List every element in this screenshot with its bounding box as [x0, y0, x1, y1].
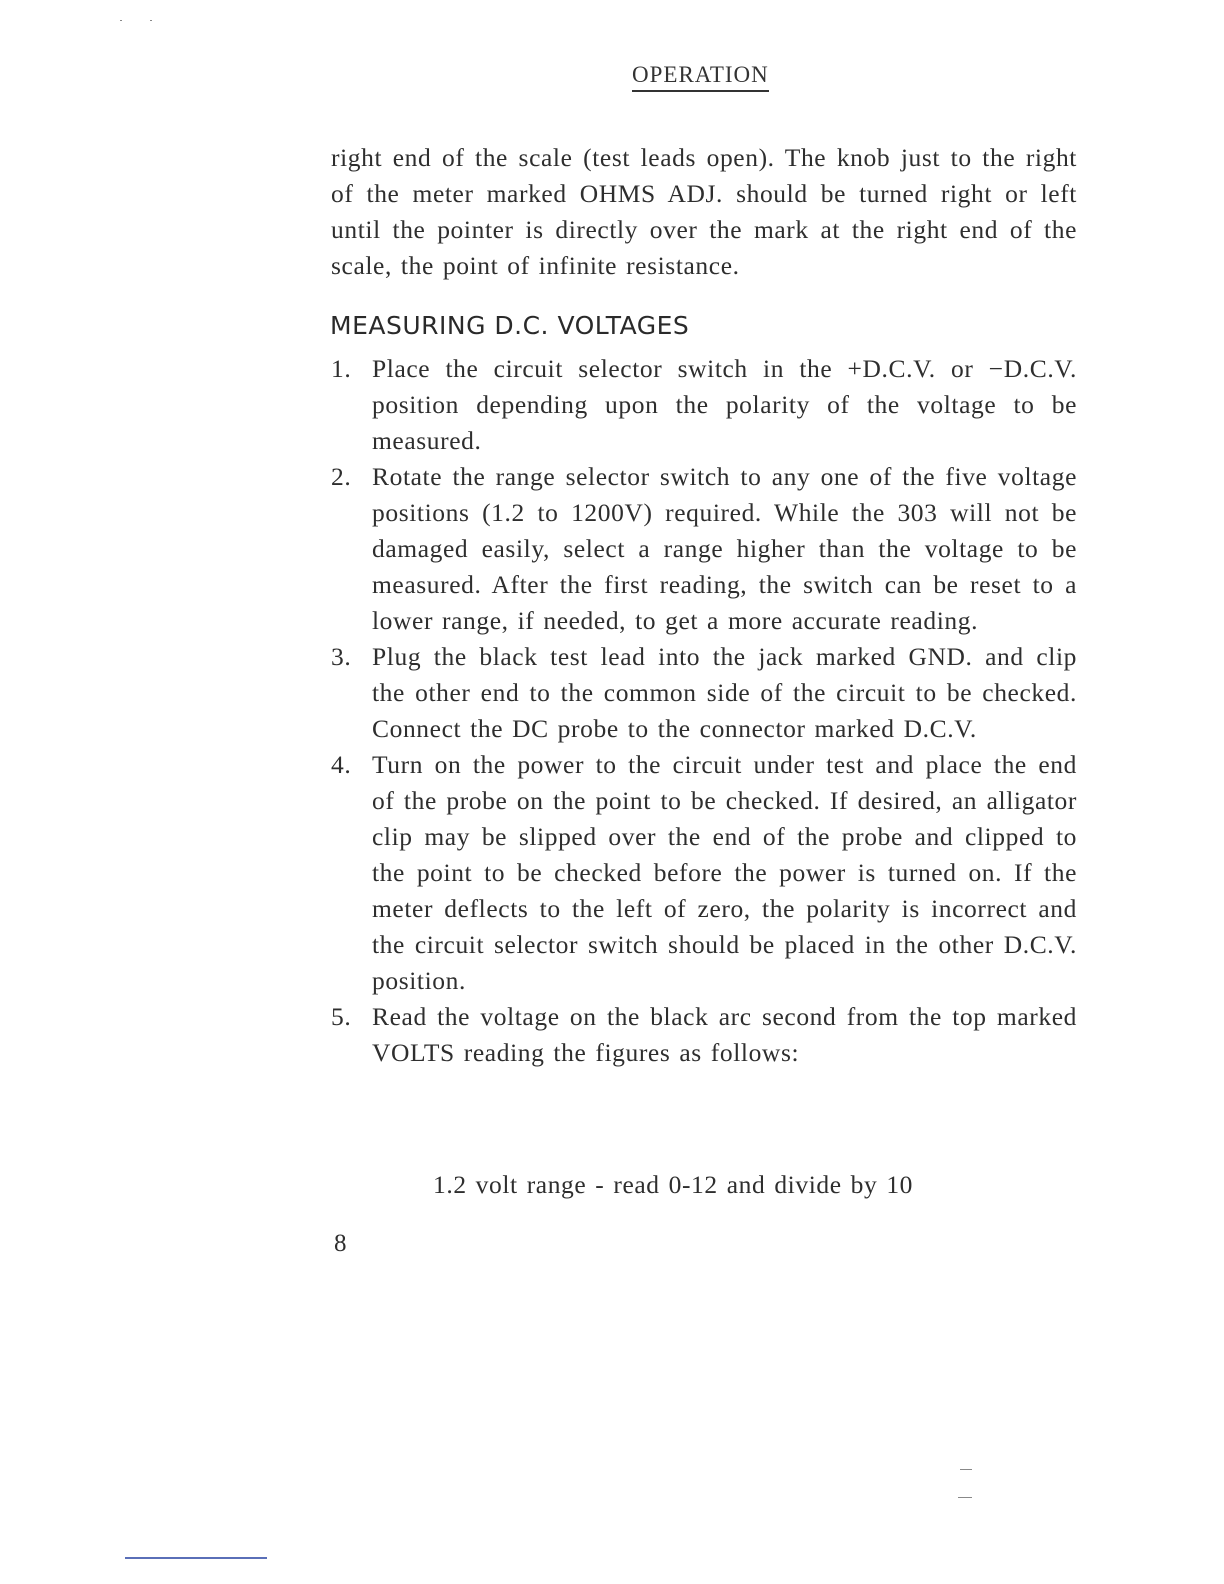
scan-speck	[958, 1497, 972, 1498]
step-text: Turn on the power to the circuit under test and place the end of the probe on the point to be checked. If desired, an alligator clip may be slipped over the end of the probe and clipped to the point to be checked before the power is turned on. If the meter deflects to the left of zero, the polarity is incorrect and the circuit selector switch should be placed in the other D.C.V. position.	[372, 750, 1077, 995]
scan-rule	[125, 1557, 267, 1559]
step-number: 3.	[331, 642, 352, 671]
step-item	[331, 351, 1077, 459]
step-number: 4.	[331, 750, 352, 779]
scan-speck	[150, 20, 152, 21]
page-header-title: OPERATION	[632, 62, 769, 92]
step-item	[331, 639, 1077, 747]
scan-speck	[960, 1469, 972, 1470]
steps-list	[331, 351, 1077, 1071]
step-item	[331, 999, 1077, 1071]
step-number: 5.	[331, 1002, 352, 1031]
step-text: Place the circuit selector switch in the +D.C.V. or −D.C.V. position depending upon the polarity of the voltage to be measured.	[372, 354, 1077, 455]
section-heading: MEASURING D.C. VOLTAGES	[330, 311, 690, 340]
intro-paragraph: right end of the scale (test leads open). The knob just to the right of the meter marked OHMS ADJ. should be turned right or left until the pointer is directly over the mark at the right end of the scale, the point of infinite resistance.	[331, 143, 1077, 280]
scan-speck	[120, 20, 122, 21]
step-number: 2.	[331, 462, 352, 491]
step-item	[331, 747, 1077, 999]
step-text: Rotate the range selector switch to any one of the five voltage positions (1.2 to 1200V) required. While the 303 will not be damaged easily, select a range higher than the voltage to be measured. After the first reading, the switch can be reset to a lower range, if needed, to get a more accurate reading.	[372, 462, 1077, 635]
page-number: 8	[334, 1230, 347, 1257]
step-number: 1.	[331, 354, 352, 383]
range-note: 1.2 volt range - read 0-12 and divide by 10	[433, 1170, 914, 1199]
step-item	[331, 459, 1077, 639]
step-text: Read the voltage on the black arc second from the top marked VOLTS reading the figures as follows:	[372, 1002, 1077, 1067]
step-text: Plug the black test lead into the jack marked GND. and clip the other end to the common side of the circuit to be checked. Connect the DC probe to the connector marked D.C.V.	[372, 642, 1077, 743]
